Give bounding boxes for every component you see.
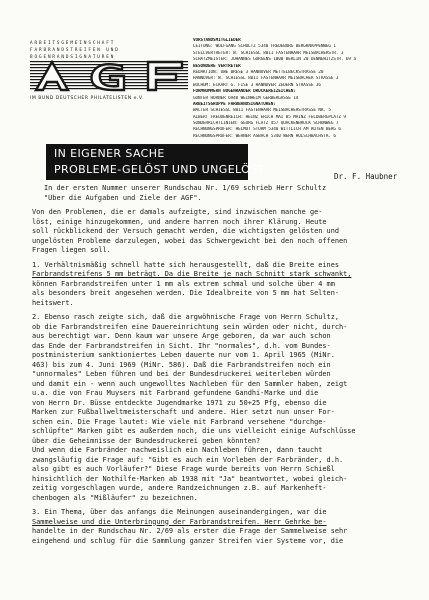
officer-line: SONDERRICHTLINIEN: GEORG FLATZ 457 QUACKENBRÜCK SCHONWEG 7 [193,121,339,127]
author-name: Dr. F. Haubner [334,172,398,181]
text-line: das Ende der Farbrandstreifen in Sicht. Ihr "normales", d.h. vom Bundes- [32,341,331,350]
officer-line: WALTER SCHIESSL 8011 FASTENHAAR MEISBACHERSTRASSE NR. 5 [193,108,331,114]
text-line: 463) bis zum 4. Juni 1969 (MiNr. 586). Daß die Farbrandstreifen noch ein [32,360,331,369]
numbered-item-2 [32,313,410,503]
officer-line: ALBERT FREUDENREICH: HEINZ ERICH MAI 85 MAINZ FELDBERGPLATZ 9 [193,114,346,120]
text-line: von Herrn Dr. Büsse entdeckte Jugendmarke 1971 zu 50+25 Pfg, ebenso die [32,398,327,407]
text-line: 1. Verhältnismäßig schnell hatte sich herausgestellt, daß die Breite eines [32,260,339,269]
text-line: "unnormales" Leben führen und bei der Bundesdruckerei weiterleben würden [32,370,331,378]
paragraph-1 [32,208,410,256]
text-line: postministerium sanktioniertes Leben dauerte nur vom 1. April 1965 (MiNr. [32,351,335,359]
affiliation-line: IM BUND DEUTSCHER PHILATELISTEN e.V. [30,96,144,101]
officers-list [193,38,413,140]
officer-line: HANNOVER: W. SCHIESSL 8011 FASTENHAAR MEISBACHER STRASSE 3 [193,76,339,82]
text-line: über die Geheimnisse der Bundesdruckerei geben könnten? [32,436,261,445]
text-line: zeitig vorgeschlagen wurde, andere Randzeichnungen z.B. auf Markenheft- [32,484,327,492]
text-line: schlüpfte" Marken gibt es außerdem noch, die uns vielleicht einige Aufschlüsse [32,427,356,435]
officer-line: FORMNUMMERN BOGENRÄNDER DRUCKEREIZEICHEN: [193,89,296,95]
text-line: löst, einige hinzugekommen, und andere harren noch ihrer Klärung. Heute [32,217,327,226]
org-name-line-1: ARBEITSGEMEINSCHAFT [30,41,116,46]
text-line: Marken zur Fußballweltmeisterschaft und andere. Hier setzt nun unser For- [32,408,335,416]
numbered-item-1 [32,261,410,309]
agf-logo [30,60,188,92]
text-line: also gibt es auch Vorläufer?" Diese Frage wurde bereits von Herrn Schießl [32,465,335,473]
text-line: chenbogen als "Mißläufer" zu bezeichnen. [32,493,198,502]
title-banner [46,144,265,180]
text-line: schen ein. Die Frage lautet: Wie viele mit Farbrand versehene "durchge- [32,417,327,426]
text-line: zwangsläufig die Frage auf: "Gibt es auch ein Vorleben der Farbränder, d.h. [32,455,344,464]
text-line: In der ersten Nummer unserer Rundschau Nr. 1/69 schrieb Herr Schultz [44,184,327,192]
text-line: aus berechtigt war. Denn kaum war unsere Ärge geboren, da war auch schon [32,332,331,340]
text-line: Sammelweise und die Unterbringung der Farbrandstreifen. Herr Gehrke be- [32,517,327,526]
text-line: als besonders breit angesehen werden. Die Idealbreite von 5 mm hat Selten- [32,289,339,297]
text-line: hinsichtlich der Nothilfe-Marken ab 1938 mit "Ja" beantwortet, wobei gleich- [32,474,348,483]
text-line: Von den Problemen, die er damals aufzeigte, sind inzwischen manche ge- [32,208,323,216]
article-body [32,184,410,546]
text-line: können Farbrandstreifen unter 1 mm als extrem schmal und solche über 4 mm [32,279,335,288]
officer-line: SCHATZMEISTER: JOHANNES GÖRGENS 1000 BERLIN 20 DENNEWITZSTR. 69 a [193,57,356,63]
org-name-line-3: BOGENRANDSIGNATUREN [30,55,116,60]
text-line: 3. Ein Thema, über das anfangs die Meinungen auseinandergingen, war die [32,508,327,516]
officer-line: STELLVERTRETER: W. SCHIESSL 8011 FASTENHAAR MEISBACHERSTR. 3 [193,50,344,56]
title-line-1: IN EIGENER SACHE [54,147,165,160]
officer-line: RECHNUNGSPRÜFER: HELMUT STURM 5340 WITTLICH AM ROTEN BERG 6 [193,127,341,133]
text-line: 2. Ebenso rasch zeigte sich, daß die argwöhnische Frage von Herrn Schultz, [32,313,339,321]
intro-paragraph [32,184,410,203]
officer-line: LEITUNG: WOLFGANG SCHULTZ 5340 FREDEBURG BERGKNAPPENWEG 1 [193,44,336,50]
text-line: Farbrandstreifens 5 mm beträgt. Da die Breite je nach Schnitt stark schwankt, [32,270,352,278]
text-line: "Über die Aufgaben und Ziele der AGF". [44,193,202,202]
text-line: Fragen liegen soll. [32,246,111,254]
organization-name-block [30,40,188,61]
title-line-2: PROBLEME-GELÖST UND UNGELÖST [54,163,265,176]
officer-line: GÜNTER HÖRNER 6940 WEINHEIM GERBERGASSE 14 [193,95,299,101]
text-line: eingehend und schlug für die Sammlung ganzer Streifen vier Systeme vor, die [32,536,344,545]
officer-line: ARBEITSGRUPPE FARBBANDSIGNATUREN: [193,101,276,107]
officer-line: BESONDERE VERTRETER [193,63,241,69]
text-line: u.a. die von Frau Muysers mit Farbrand gefundene Gandhi-Marke und die [32,389,319,397]
org-name-line-2: FARBRANDSTREIFEN UND [30,48,120,53]
text-line: und damit ein - wenn auch ungewolltes Nachleben für den Sammler haben, zeigt [32,379,348,388]
officer-line: VORSTANDSMITGLIEDER [193,38,241,43]
text-line: soll rückblickend der Versuch gemacht werden, die wichtigsten gelösten und [32,227,339,235]
numbered-item-3 [32,508,410,546]
officer-line: RECHNUNGSPRÜFER: WERNER ASBACH 5340 WERN HOLSCHBACHSTR. 6 [193,133,336,139]
text-line: ob die Farbrandstreifen eine Dauereinrichtung sein würden oder nicht, durch- [32,322,348,331]
text-line: handelte in der Rundschau Nr. 2/69 als erster die Frage der Sammelweise sehr [32,527,348,535]
officer-line: REDAKTION: UWE BRESE 3 HANNOVER METTELBECKSTRASSE 20 [193,69,324,75]
text-line: ungelösten Probleme darzulegen, wobei das Schwergewicht bei den noch offenen [32,236,348,245]
text-line: Und wenn die Farbränder nachweislich ein Nachleben führen, dann taucht [32,446,323,454]
officer-line: BOCHUM: ECKART G. FISE 3 HANNOVER ZEDERN STRASSE 36 [193,82,321,88]
logo-text: AGF [30,60,33,61]
text-line: heitswert. [32,298,74,307]
